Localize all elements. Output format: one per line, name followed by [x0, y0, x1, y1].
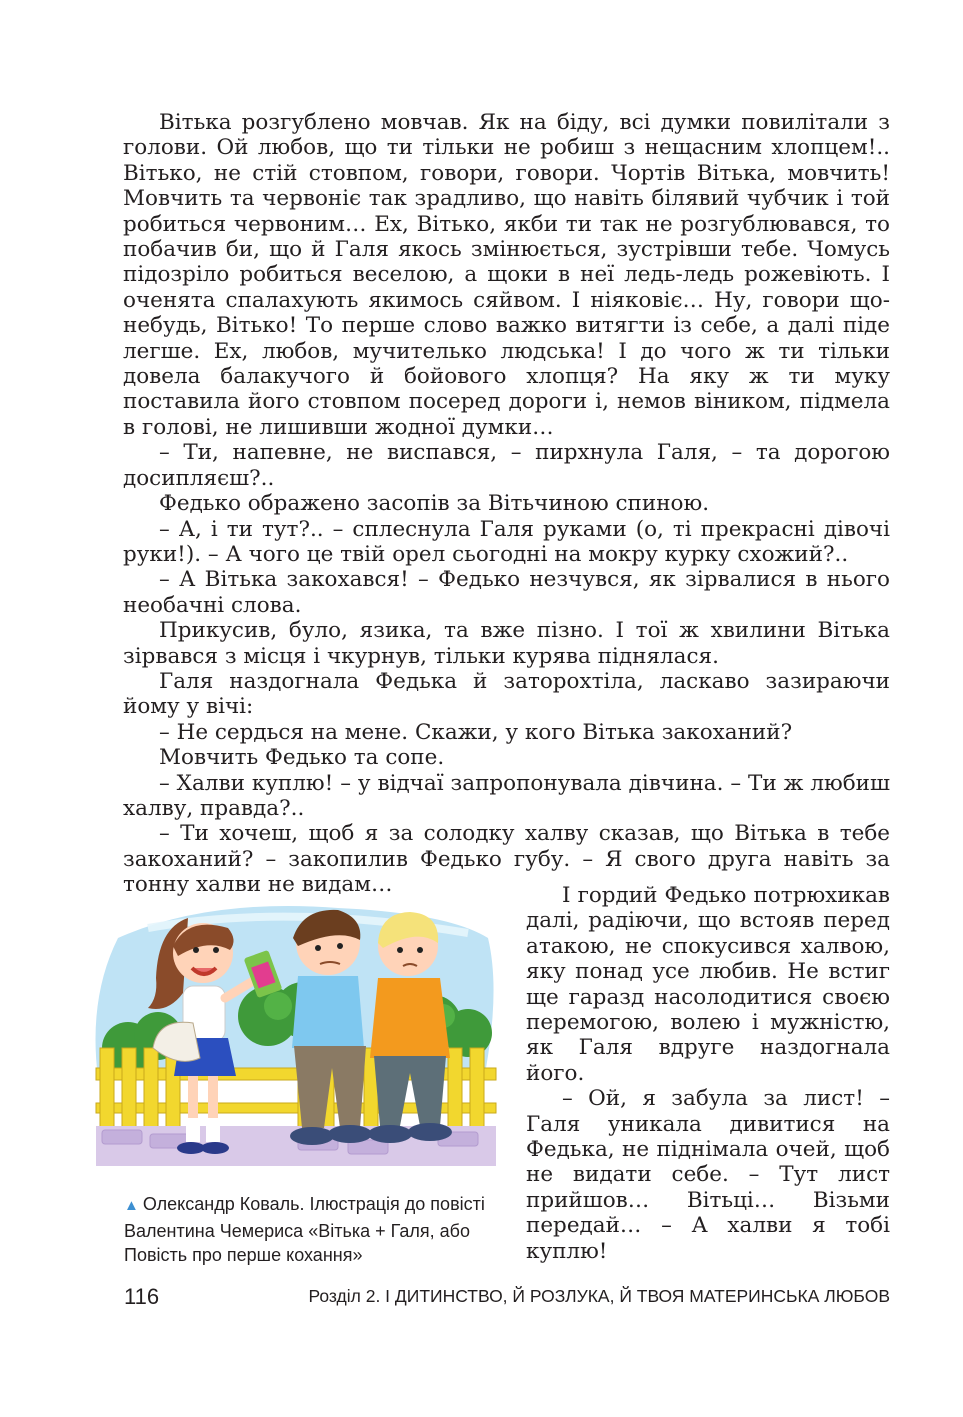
paragraph: Мовчить Федько та сопе. [159, 745, 445, 771]
paragraph: – А, і ти тут?.. – сплеснула Галя руками (о, ті прекрасні дівочі руки!). – А чого це твій орел сьогодні на мокру курку схожий?.. [123, 516, 890, 567]
paragraph: І гордий Федько потрюхикав далі, радіючи, що встояв перед атакою, не спокусився халвою, яку понад усе любив. Не встиг ще гаразд насолодитися своєю перемогою, волею і мужністю, як Галя вдруге наздогнала його. [526, 883, 890, 1086]
illustration [88, 898, 500, 1172]
illustration-caption [124, 1192, 496, 1268]
paragraph: Вітька розгублено мовчав. Як на біду, всі думки повилітали з голови. Ой любов, що ти тільки не робиш з нещасним хлопцем!.. Вітько, не стій стовпом, говори, говори. Чортів Вітька, мовчить! Мовчить та червоніє так зрадливо, що навіть білявий чубчик і той робиться червоним… Ех, Вітько, якби ти так не розгублювався, то побачив би, що й Галя якось змінюється, зустрівши тебе. Чомусь підозріло робиться веселою, а щоки в неї ледь-ледь рожевіють. І оченята спалахують якимось сяйвом. І ніяковіє… Ну, говори що-небудь, Вітько! То перше слово важко витягти із себе, а далі піде легше. Ех, любов, мучителько людська! І до чого ж ти тільки довела балакучого й бойового хлопця? На яку ж ти муку поставила його стовпом посеред дороги і, немов віником, підмела в голові, не лишивши жодної думки… [123, 110, 890, 440]
side-text [526, 883, 890, 1264]
paragraph: – Не сердься на мене. Скажи, у кого Вітька закоханий? [159, 719, 793, 745]
paragraph: Прикусив, було, язика, та вже пізно. І тої ж хвилини Вітька зірвався з місця і чкурнув, тільки курява піднялася. [123, 618, 890, 669]
paragraph: Федько ображено засопів за Вітьчиною спиною. [159, 491, 710, 517]
paragraph: – Ой, я забула за лист! – Галя уникала дивитися на Федька, не піднімала очей, щоб не видати себе. – Тут лист прийшов… Вітьці… Візьми передай… – А халви я тобі куплю! [526, 1086, 890, 1264]
section-title-footer: Розділ 2. І ДИТИНСТВО, Й РОЗЛУКА, Й ТВОЯ МАТЕРИНСЬКА ЛЮБОВ [308, 1286, 890, 1306]
paragraph: – А Вітька закохався! – Федько незчувся, як зірвалися в нього необачні слова. [123, 567, 890, 618]
paragraph: – Ти хочеш, щоб я за солодку халву сказав, що Вітька в тебе закоханий? – закопилив Федько губу. – Я свого друга навіть за тонну халви не видам… [123, 821, 890, 898]
cartoon-illustration [88, 898, 500, 1172]
paragraph: Галя наздогнала Федька й заторохтіла, ласкаво зазираючи йому у вічі: [123, 668, 890, 720]
caption-text: Олександр Коваль. Ілюстрація до повісті Валентина Чемериса «Вітька + Галя, або Повість про перше кохання» [124, 1194, 485, 1265]
paragraph: – Ти, напевне, не виспався, – пирхнула Галя, – та дорогою досипляєш?.. [123, 440, 890, 491]
paragraph: – Халви куплю! – у відчаї запропонувала дівчина. – Ти ж любиш халву, правда?.. [123, 770, 890, 821]
page-number: 116 [124, 1284, 160, 1309]
main-text [123, 110, 890, 898]
triangle-icon: ▲ [124, 1197, 139, 1214]
